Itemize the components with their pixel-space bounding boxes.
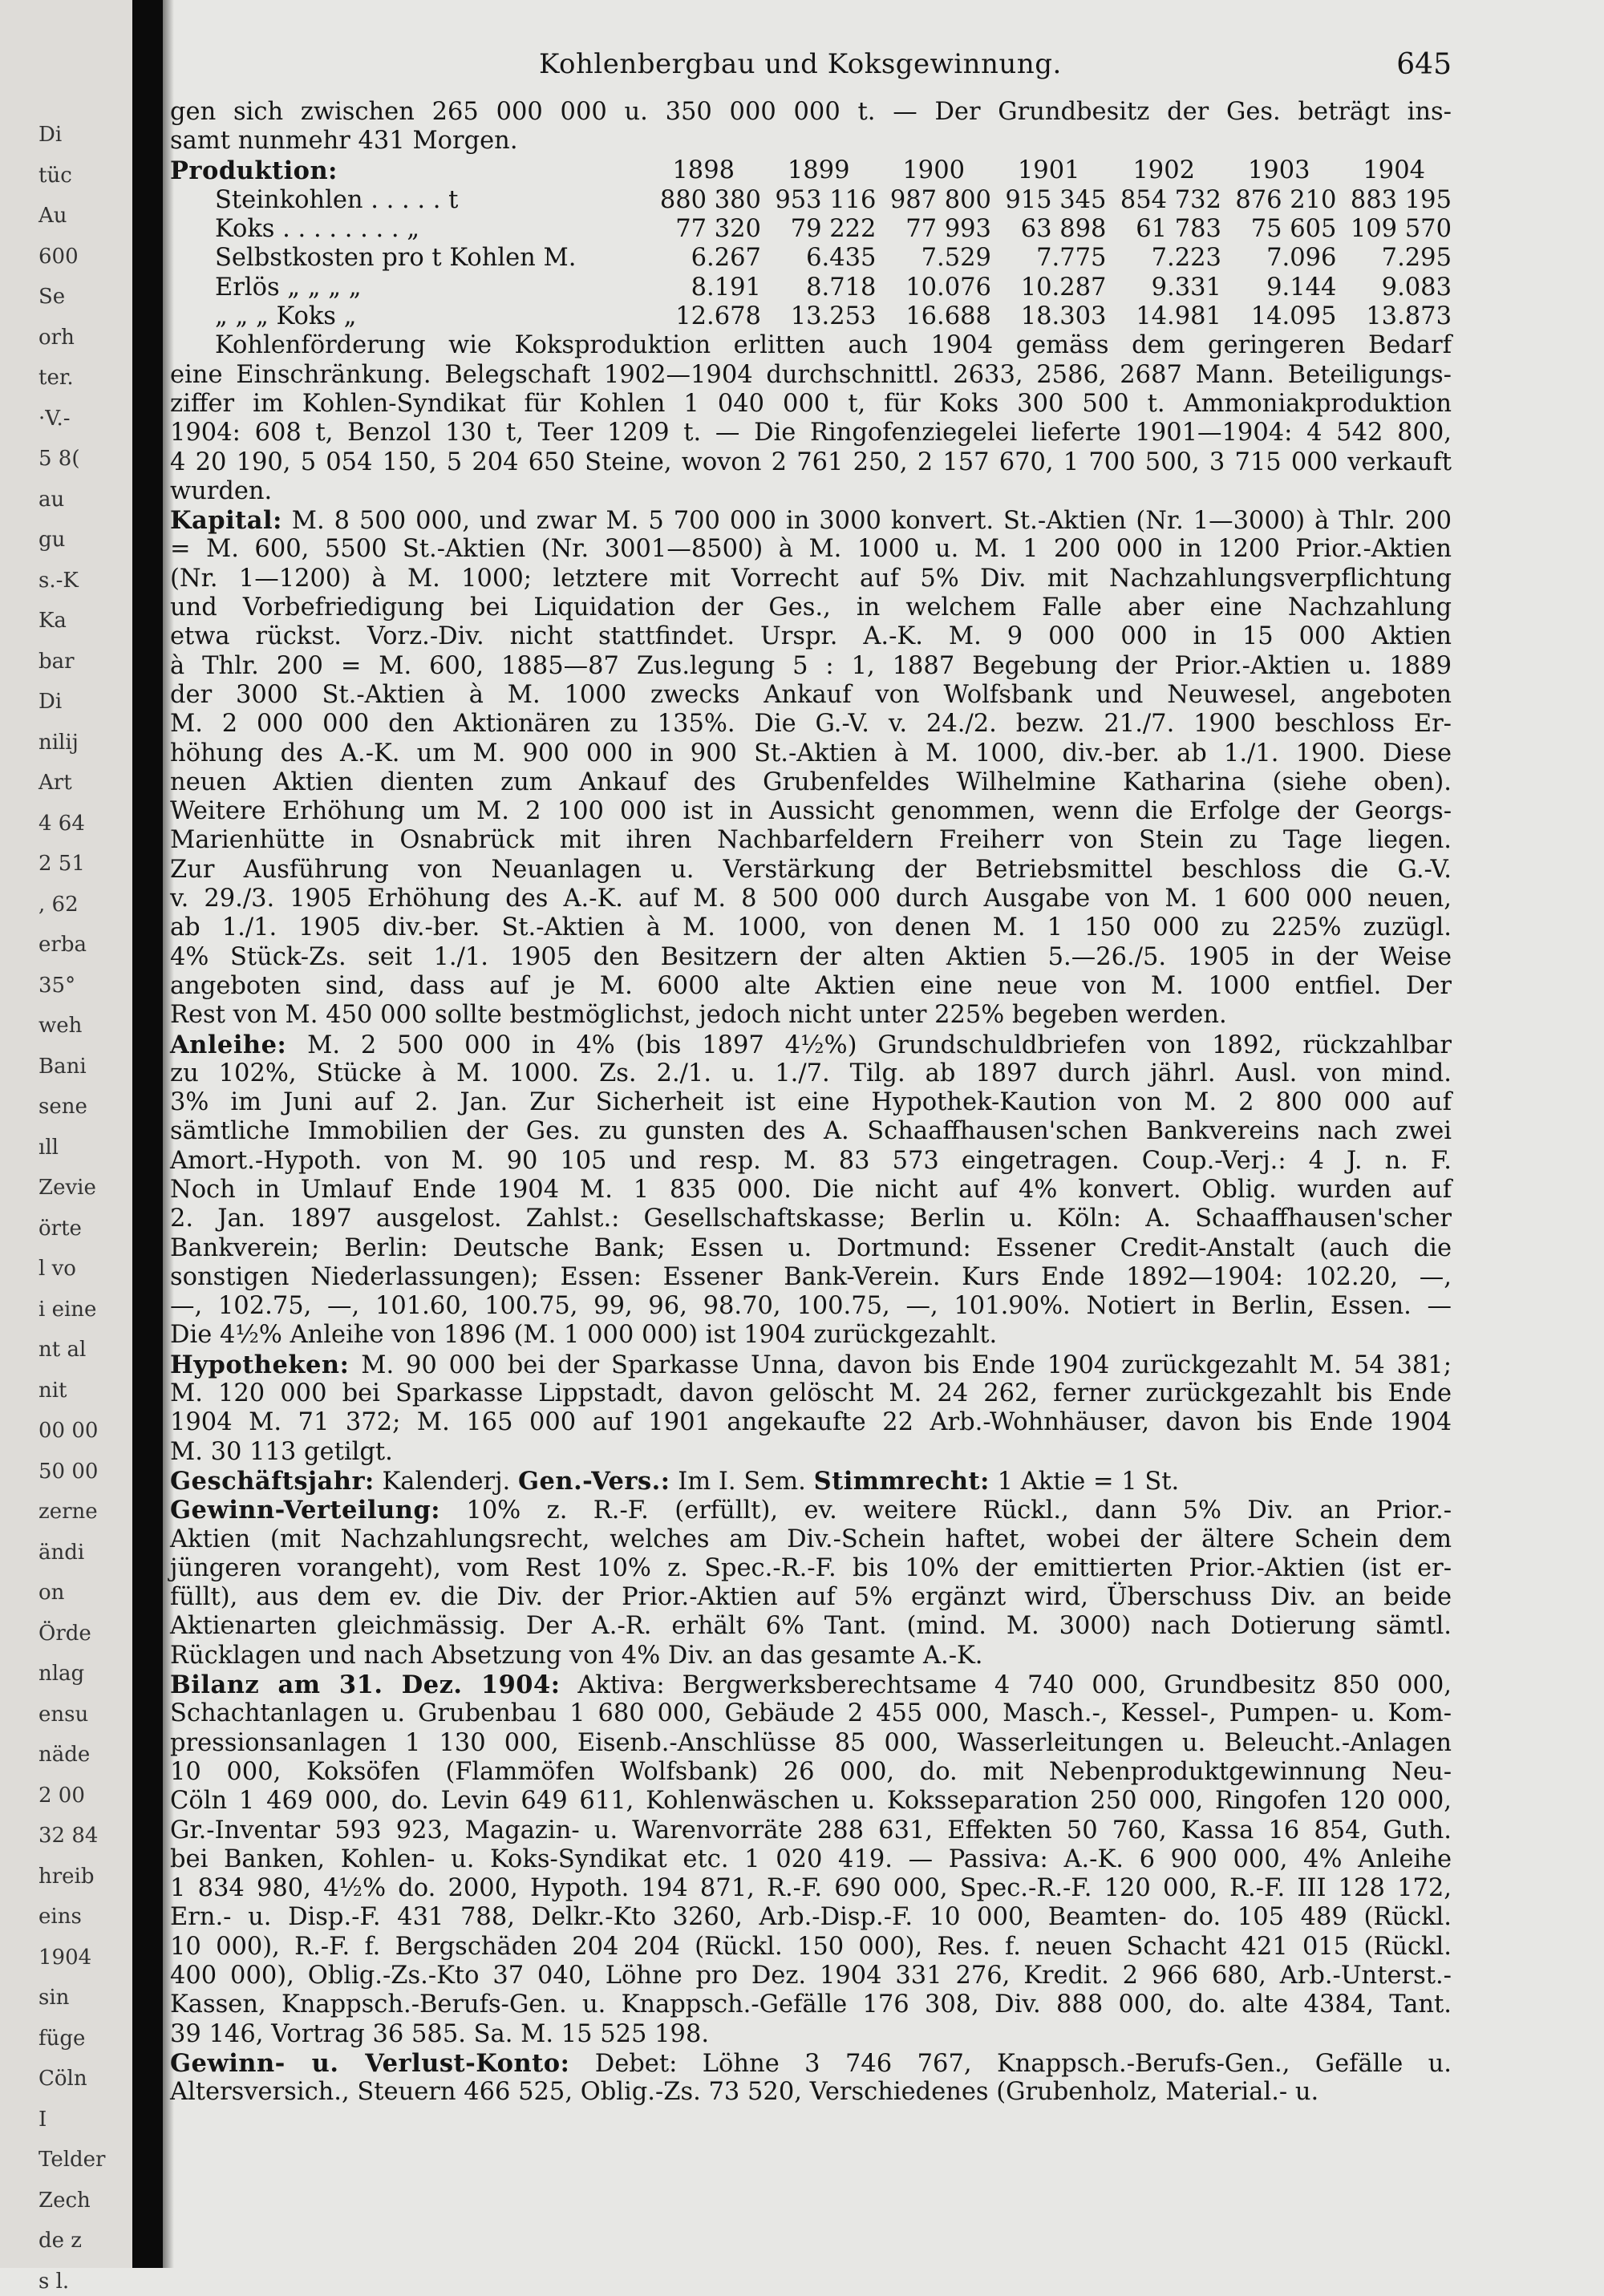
- year-header: 1899: [787, 156, 850, 185]
- production-value: 7.775: [1036, 244, 1107, 273]
- text-line: Amort.-Hypoth. von M. 90 105 und resp. M. 83 573 eingetragen. Coup.-Verj.: 4 J. n. F.: [170, 1146, 1452, 1175]
- production-value: 8.191: [691, 273, 761, 302]
- text-line: 10% z. R.-F. (erfüllt), ev. weitere Rückl., dann 5% Div. an Prior.-: [440, 1496, 1452, 1525]
- bilanz-section: [170, 1670, 1452, 2049]
- year-header: 1901: [1017, 156, 1080, 185]
- text-line: Aktiva: Bergwerksberechtsame 4 740 000, Grundbesitz 850 000,: [560, 1671, 1452, 1700]
- margin-fragment: 2 51: [38, 852, 85, 876]
- text-line: ziffer im Kohlen-Syndikat für Kohlen 1 040 000 t, für Koks 300 500 t. Ammoniakproduktion: [170, 389, 1452, 418]
- hypotheken-heading: Hypotheken:: [170, 1350, 350, 1379]
- margin-fragment: nilij: [38, 730, 79, 755]
- gen-vers-text: Im I. Sem.: [670, 1467, 814, 1496]
- text-line: höhung des A.-K. um M. 900 000 in 900 St.-Aktien à M. 1000, div.-ber. ab 1./1. 1900. Diese: [170, 739, 1452, 767]
- text-line: neuen Aktien dienten zum Ankauf des Grubenfeldes Wilhelmine Katharina (siehe oben).: [170, 767, 1452, 796]
- text-line: Cöln 1 469 000, do. Levin 649 611, Kohlenwäschen u. Koksseparation 250 000, Ringofen 120 000,: [170, 1787, 1452, 1816]
- production-value: 8.718: [806, 273, 877, 302]
- text-line: jüngeren vorangeht), vom Rest 10% z. Spec.-R.-F. bis 10% der emittierten Prior.-Aktien (ist er-: [170, 1553, 1452, 1582]
- production-value: 18.303: [1020, 302, 1107, 331]
- margin-fragment: örte: [38, 1216, 82, 1241]
- production-row-label: Steinkohlen . . . . . t: [215, 185, 459, 214]
- production-value: 79 222: [790, 215, 877, 244]
- text-line: samt nunmehr 431 Morgen.: [170, 127, 518, 156]
- text-line: = M. 600, 5500 St.-Aktien (Nr. 3001—8500) à M. 1000 u. M. 1 200 000 in 1200 Prior.-Aktien: [170, 535, 1452, 564]
- production-value: 883 195: [1350, 185, 1452, 214]
- text-line: etwa rückst. Vorz.-Div. nicht stattfindet. Urspr. A.-K. M. 9 000 000 in 15 000 Aktien: [170, 622, 1452, 651]
- production-value: 953 116: [775, 185, 877, 214]
- book-spine-shadow: [132, 0, 163, 2268]
- margin-fragment: weh: [38, 1014, 83, 1038]
- production-value: 61 783: [1136, 215, 1221, 244]
- text-line: M. 2 500 000 in 4% (bis 1897 4½%) Grundschuldbriefen von 1892, rückzahlbar: [286, 1031, 1452, 1059]
- running-title: Kohlenbergbau und Koksgewinnung.: [539, 48, 1062, 80]
- production-row-label: Selbstkosten pro t Kohlen M.: [215, 244, 577, 273]
- text-line: sonstigen Niederlassungen); Essen: Essener Bank-Verein. Kurs Ende 1892—1904: 102.20, —,: [170, 1262, 1452, 1291]
- production-value: 13.873: [1366, 302, 1452, 331]
- text-line: angeboten sind, dass auf je M. 6000 alte Aktien eine neue von M. 1000 entfiel. Der: [170, 971, 1452, 1000]
- section-first-line: [170, 1496, 1452, 1525]
- text-line: der 3000 St.-Aktien à M. 1000 zwecks Ankauf von Wolfsbank und Neuwesel, angeboten: [170, 680, 1452, 709]
- bilanz-heading: Bilanz am 31. Dez. 1904:: [170, 1670, 561, 1700]
- text-line: Zur Ausführung von Neuanlagen u. Verstärkung der Betriebsmittel beschloss die G.-V.: [170, 855, 1452, 884]
- gewinn-verteilung-heading: Gewinn-Verteilung:: [170, 1496, 441, 1525]
- production-value: 63 898: [1020, 215, 1107, 244]
- hypotheken-section: [170, 1350, 1452, 1467]
- kapital-section: [170, 506, 1452, 1030]
- margin-fragment: au: [38, 487, 65, 512]
- anleihe-heading: Anleihe:: [170, 1030, 287, 1059]
- gewinn-verlust-section: [170, 2049, 1452, 2108]
- production-table: [170, 156, 1452, 332]
- gewinn-verteilung-section: [170, 1496, 1452, 1670]
- text-line: pressionsanlagen 1 130 000, Eisenb.-Anschlüsse 85 000, Wasserleitungen u. Beleucht.-Anlagen: [170, 1728, 1452, 1757]
- text-line: Debet: Löhne 3 746 767, Knappsch.-Berufs-Gen., Gefälle u.: [569, 2049, 1452, 2078]
- margin-fragment: hreib: [38, 1864, 95, 1889]
- stimmrecht-heading: Stimmrecht:: [813, 1466, 990, 1496]
- margin-fragment: sene: [38, 1095, 87, 1119]
- production-row: [170, 273, 1452, 302]
- text-line: Gr.-Inventar 593 923, Magazin- u. Warenvorräte 288 631, Effekten 50 760, Kassa 16 854, Guth.: [170, 1816, 1452, 1844]
- geschaeftsjahr-text: Kalenderj.: [374, 1467, 518, 1496]
- text-line: 400 000), Oblig.-Zs.-Kto 37 040, Löhne pro Dez. 1904 331 276, Kredit. 2 966 680, Arb.-Unterst.-: [170, 1962, 1452, 1990]
- text-line: M. 30 113 getilgt.: [170, 1437, 393, 1466]
- production-value: 12.678: [675, 302, 761, 331]
- margin-fragment: gu: [38, 528, 66, 552]
- production-value: 9.083: [1381, 273, 1452, 302]
- text-line: zu 102%, Stücke à M. 1000. Zs. 2./1. u. 1./7. Tilg. ab 1897 durch jährl. Ausl. von mind.: [170, 1059, 1452, 1087]
- text-line: Kohlenförderung wie Koksproduktion erlitten auch 1904 gemäss dem geringeren Bedarf: [215, 331, 1452, 360]
- production-row-label: Koks . . . . . . . . „: [215, 215, 420, 244]
- production-row: [170, 215, 1452, 244]
- section-first-line: [170, 1350, 1452, 1379]
- text-line: 3% im Juni auf 2. Jan. Zur Sicherheit ist eine Hypothek-Kaution von M. 2 800 000 auf: [170, 1088, 1452, 1117]
- text-line: Schachtanlagen u. Grubenbau 1 680 000, Gebäude 2 455 000, Masch.-, Kessel-, Pumpen- u. Kom-: [170, 1699, 1452, 1728]
- gen-vers-heading: Gen.-Vers.:: [517, 1466, 670, 1496]
- margin-fragment: Cöln: [38, 2067, 87, 2091]
- year-header: 1903: [1247, 156, 1310, 185]
- margin-fragment: tüc: [38, 163, 72, 188]
- text-line: Aktienarten gleichmässig. Der A.-R. erhält 6% Tant. (mind. M. 3000) nach Dotierung sämtl.: [170, 1612, 1452, 1641]
- margin-fragment: s l.: [38, 2269, 70, 2294]
- text-line: 39 146, Vortrag 36 585. Sa. M. 15 525 198.: [170, 2019, 710, 2048]
- production-value: 14.981: [1136, 302, 1221, 331]
- text-line: M. 8 500 000, und zwar M. 5 700 000 in 3000 konvert. St.-Aktien (Nr. 1—3000) à Thlr. 200: [282, 507, 1452, 536]
- margin-fragment: 50 00: [38, 1459, 99, 1484]
- section-first-line: [170, 1670, 1452, 1699]
- margin-fragment: orh: [38, 325, 75, 350]
- margin-fragment: Di: [38, 690, 63, 714]
- margin-fragment: 32 84: [38, 1824, 99, 1848]
- production-value: 880 380: [659, 185, 761, 214]
- margin-fragment: füge: [38, 2026, 86, 2051]
- margin-fragment: ändi: [38, 1540, 85, 1565]
- page: [170, 48, 1452, 2107]
- year-header: 1902: [1132, 156, 1196, 185]
- production-value: 876 210: [1235, 185, 1337, 214]
- margin-fragment: erba: [38, 933, 87, 957]
- production-value: 7.529: [921, 244, 991, 273]
- text-line: Die 4½% Anleihe von 1896 (M. 1 000 000) ist 1904 zurückgezahlt.: [170, 1321, 998, 1350]
- margin-fragment: Di: [38, 123, 63, 147]
- production-value: 10.287: [1020, 273, 1107, 302]
- margin-fragment: Zech: [38, 2188, 91, 2213]
- text-line: gen sich zwischen 265 000 000 u. 350 000 000 t. — Der Grundbesitz der Ges. beträgt ins-: [170, 98, 1452, 126]
- margin-fragment: i eine: [38, 1297, 97, 1322]
- text-line: 1904 M. 71 372; M. 165 000 auf 1901 angekaufte 22 Arb.-Wohnhäuser, davon bis Ende 1904: [170, 1408, 1452, 1437]
- section-first-line: [170, 1031, 1452, 1059]
- text-line: à Thlr. 200 = M. 600, 1885—87 Zus.legung 5 : 1, 1887 Begebung der Prior.-Aktien u. 1889: [170, 651, 1452, 680]
- text-line: 1 834 980, 4½% do. 2000, Hypoth. 194 871, R.-F. 690 000, Spec.-R.-F. 120 000, R.-F. III 128 172,: [170, 1874, 1452, 1903]
- text-line: Rest von M. 450 000 sollte bestmöglichst, jedoch nicht unter 225% begeben werden.: [170, 1001, 1227, 1030]
- margin-fragment: nlag: [38, 1662, 85, 1686]
- margin-fragment: zerne: [38, 1500, 98, 1524]
- text-line: 4 20 190, 5 054 150, 5 204 650 Steine, wovon 2 761 250, 2 157 670, 1 700 500, 3 715 000 verkauft: [170, 447, 1452, 476]
- text-line: M. 120 000 bei Sparkasse Lippstadt, davon gelöscht M. 24 262, ferner zurückgezahlt bis Ende: [170, 1379, 1452, 1408]
- production-row-label: Erlös „ „ „ „: [215, 273, 362, 302]
- margin-fragment: Art: [38, 771, 72, 795]
- text-line: und Vorbefriedigung bei Liquidation der Ges., in welchem Falle aber eine Nachzahlung: [170, 593, 1452, 622]
- margin-fragment: nit: [38, 1378, 67, 1403]
- year-header: 1898: [672, 156, 735, 185]
- anleihe-section: [170, 1031, 1452, 1350]
- production-value: 77 320: [675, 215, 761, 244]
- production-value: 14.095: [1250, 302, 1337, 331]
- text-line: sämtliche Immobilien der Ges. zu gunsten des A. Schaaffhausen'schen Bankvereins nach zwei: [170, 1117, 1452, 1146]
- production-row: [170, 302, 1452, 331]
- kapital-heading: Kapital:: [170, 506, 282, 536]
- margin-fragment: ·V.-: [38, 406, 71, 431]
- margin-fragment: nt al: [38, 1338, 87, 1362]
- margin-fragment: 4 64: [38, 811, 85, 836]
- margin-fragment: 600: [38, 244, 79, 269]
- margin-fragment: Zevie: [38, 1176, 96, 1200]
- text-line: —, 102.75, —, 101.60, 100.75, 99, 96, 98.70, 100.75, —, 101.90%. Notiert in Berlin, Essen. —: [170, 1292, 1452, 1321]
- production-value: 987 800: [889, 185, 991, 214]
- production-value: 9.331: [1151, 273, 1221, 302]
- production-value: 854 732: [1120, 185, 1221, 214]
- text-line: Rücklagen und nach Absetzung von 4% Div. an das gesamte A.-K.: [170, 1641, 983, 1670]
- margin-fragment: s.-K: [38, 568, 79, 593]
- gewinn-verlust-heading: Gewinn- u. Verlust-Konto:: [170, 2048, 570, 2078]
- production-value: 109 570: [1350, 215, 1452, 244]
- margin-fragment: Ka: [38, 609, 67, 633]
- text-line: Altersversich., Steuern 466 525, Oblig.-Zs. 73 520, Verschiedenes (Grubenholz, Material.- u.: [170, 2078, 1319, 2107]
- production-value: 16.688: [905, 302, 991, 331]
- margin-fragment: ıll: [38, 1135, 59, 1160]
- production-value: 7.096: [1266, 244, 1337, 273]
- text-line: v. 29./3. 1905 Erhöhung des A.-K. auf M. 8 500 000 durch Ausgabe von M. 1 600 000 neuen,: [170, 885, 1452, 913]
- text-line: 10 000), R.-F. f. Bergschäden 204 204 (Rückl. 150 000), Res. f. neuen Schacht 421 015 (Rückl.: [170, 1932, 1452, 1961]
- margin-fragment: de z: [38, 2229, 82, 2253]
- text-line: M. 90 000 bei der Sparkasse Unna, davon bis Ende 1904 zurückgezahlt M. 54 381;: [349, 1350, 1452, 1379]
- text-line: Noch in Umlauf Ende 1904 M. 1 835 000. Die nicht auf 4% konvert. Oblig. wurden auf: [170, 1175, 1452, 1204]
- margin-fragment: ter.: [38, 366, 74, 390]
- margin-fragment: ensu: [38, 1702, 89, 1727]
- page-number: 645: [1396, 48, 1452, 81]
- production-value: 7.223: [1151, 244, 1221, 273]
- year-header: 1900: [902, 156, 966, 185]
- text-line: Marienhütte in Osnabrück mit ihren Nachbarfeldern Freiherr von Stein zu Tage liegen.: [170, 826, 1452, 855]
- margin-fragment: eins: [38, 1905, 82, 1929]
- production-value: 915 345: [1005, 185, 1107, 214]
- text-line: 4% Stück-Zs. seit 1./1. 1905 den Besitzern der alten Aktien 5.—26./5. 1905 in der Weise: [170, 942, 1452, 971]
- text-line: M. 2 000 000 den Aktionären zu 135%. Die G.-V. v. 24./2. bezw. 21./7. 1900 beschloss Er-: [170, 710, 1452, 739]
- production-row-label: „ „ „ Koks „: [215, 302, 357, 331]
- margin-fragment: Au: [38, 204, 67, 228]
- production-value: 10.076: [905, 273, 991, 302]
- production-row: [170, 244, 1452, 273]
- margin-fragment: bar: [38, 649, 75, 674]
- production-value: 77 993: [905, 215, 991, 244]
- text-line: 1904: 608 t, Benzol 130 t, Teer 1209 t. — Die Ringofenziegelei lieferte 1901—1904: 4 542 800,: [170, 419, 1452, 447]
- production-row: [170, 186, 1452, 215]
- text-line: 2. Jan. 1897 ausgelost. Zahlst.: Gesellschaftskasse; Berlin u. Köln: A. Schaaffhausen'scher: [170, 1205, 1452, 1233]
- margin-fragment: näde: [38, 1743, 91, 1767]
- production-heading: Produktion:: [170, 156, 338, 185]
- margin-fragment: l vo: [38, 1257, 76, 1281]
- geschaeftsjahr-section: [170, 1467, 1452, 1496]
- margin-fragment: 2 00: [38, 1783, 85, 1808]
- text-line: Kassen, Knappsch.-Berufs-Gen. u. Knappsch.-Gefälle 176 308, Div. 888 000, do. alte 4384, Tant.: [170, 1990, 1452, 2019]
- production-value: 75 605: [1250, 215, 1337, 244]
- text-line: 10 000, Koksöfen (Flammöfen Wolfsbank) 26 000, do. mit Nebenproduktgewinnung Neu-: [170, 1757, 1452, 1786]
- margin-fragment: sin: [38, 1986, 70, 2010]
- intro-paragraph: [170, 98, 1452, 156]
- margin-fragment: Bani: [38, 1054, 87, 1079]
- text-line: Bankverein; Berlin: Deutsche Bank; Essen u. Dortmund: Essener Credit-Anstalt (auch die: [170, 1233, 1452, 1262]
- text-line: eine Einschränkung. Belegschaft 1902—1904 durchschnittl. 2633, 2586, 2687 Mann. Beteiligungs-: [170, 360, 1452, 389]
- section-first-line: [170, 2049, 1452, 2078]
- text-line: wurden.: [170, 476, 273, 505]
- margin-fragment: 5 8(: [38, 447, 80, 471]
- margin-fragment: I: [38, 2107, 47, 2132]
- text-line: Weitere Erhöhung um M. 2 100 000 ist in Aussicht genommen, wenn die Erfolge der Georgs-: [170, 797, 1452, 826]
- margin-fragment: , 62: [38, 892, 79, 917]
- page-header: [170, 48, 1452, 98]
- production-value: 6.267: [691, 244, 761, 273]
- text-line: Aktien (mit Nachzahlungsrecht, welches am Div.-Schein haftet, wobei der ältere Schein dem: [170, 1525, 1452, 1553]
- left-margin-bleed: [0, 0, 132, 2294]
- geschaeftsjahr-heading: Geschäftsjahr:: [170, 1466, 375, 1496]
- production-value: 7.295: [1381, 244, 1452, 273]
- production-header-row: [170, 156, 1452, 186]
- text-line: (Nr. 1—1200) à M. 1000; letztere mit Vorrecht auf 5% Div. mit Nachzahlungsverpflichtung: [170, 564, 1452, 593]
- margin-fragment: 1904: [38, 1945, 92, 1970]
- margin-fragment: Örde: [38, 1621, 91, 1646]
- production-value: 9.144: [1266, 273, 1337, 302]
- margin-fragment: 35°: [38, 973, 76, 998]
- kohlen-paragraph: [170, 331, 1452, 506]
- text-line: ab 1./1. 1905 div.-ber. St.-Aktien à M. 1000, von denen M. 1 150 000 zu 225% zuzügl.: [170, 913, 1452, 942]
- production-value: 13.253: [790, 302, 877, 331]
- margin-fragment: on: [38, 1581, 65, 1605]
- text-line: Ern.- u. Disp.-F. 431 788, Delkr.-Kto 3260, Arb.-Disp.-F. 10 000, Beamten- do. 105 489 (Rückl.: [170, 1903, 1452, 1932]
- production-value: 6.435: [806, 244, 877, 273]
- text-line: bei Banken, Kohlen- u. Koks-Syndikat etc. 1 020 419. — Passiva: A.-K. 6 900 000, 4% Anleihe: [170, 1844, 1452, 1873]
- margin-fragment: Telder: [38, 2148, 106, 2172]
- stimmrecht-text: 1 Aktie = 1 St.: [989, 1467, 1180, 1496]
- margin-fragment: 00 00: [38, 1419, 99, 1443]
- section-first-line: [170, 506, 1452, 535]
- text-line: füllt), aus dem ev. die Div. der Prior.-Aktien auf 5% ergänzt wird, Überschuss Div. an beide: [170, 1583, 1452, 1612]
- year-header: 1904: [1363, 156, 1426, 185]
- margin-fragment: Se: [38, 285, 66, 309]
